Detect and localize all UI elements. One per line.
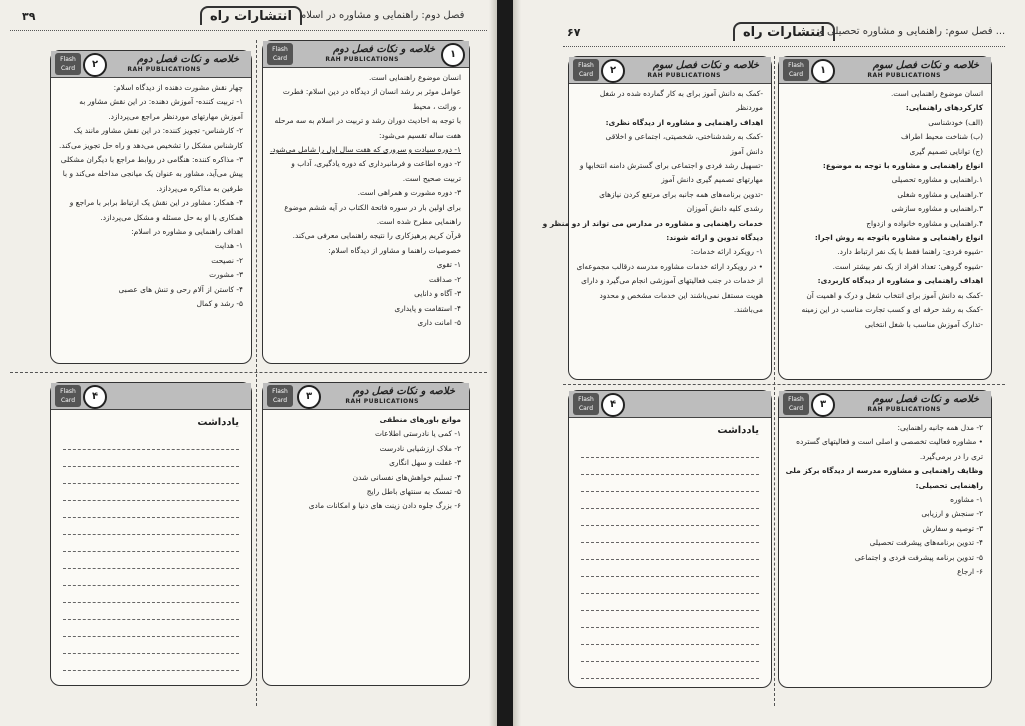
card-line: طرفین به مذاکره می‌پردازد. [156,183,243,193]
card-line: موردنظر [736,103,763,113]
card-line: وظایف راهنمایی و مشاوره مدرسه از دیدگاه برکز ملی [785,466,983,476]
card-line: ۲- نصیحت [211,255,243,265]
card-line: ۱- مشاوره [950,495,983,505]
card-line: -کمک به دانش آموز برای به کار گمارده شده در شغل [599,89,763,98]
card-publications: RAH PUBLICATIONS [867,72,941,79]
card-title-bar [569,57,771,84]
card-line: رشدی کلیه دانش آموزان [686,204,763,214]
card-line: عوامل موثر بر رشد انسان از دیدگاه در دین اسلام: فطرت [282,87,461,97]
card-line: ۱- تربیت کننده- آموزش دهنده: در این نقش مشاور به [79,97,243,107]
card-line: ۵- تدوین برنامه پیشرفت فردی و اجتماعی [854,552,983,562]
card-line: • در رویکرد ارائه خدمات مشاوره مدرسه درقالب مجموعه‌ای [576,261,763,271]
card-number-badge: ۴ [601,393,625,417]
card-line: برای اولین بار در سوره فاتحة الکتاب در آیه ششم موضوع [284,202,461,212]
card-line: موانع باورهای منطقی [379,415,461,424]
flash-card-tag: Flash Card [783,59,809,81]
card-line: قرآن کریم پرهیزکاری را نتیجه راهنمایی معرفی می‌کند. [292,231,461,241]
card-line: ۱- هدایت [214,241,243,251]
card-body [271,413,461,679]
card-line: انواع راهنمایی و مشاوره باتوجه به روش اجرا: [814,233,983,243]
flash-card-tag: Flash Card [573,393,599,415]
card-line: ۴- تسلیم خواهش‌های نفسانی شدن [352,472,461,482]
left-page [0,0,497,726]
flash-card-tag: Flash Card [573,59,599,81]
card-line: ۶- بزرگ جلوه دادن زینت های دنیا و امکانات مادی [308,501,461,511]
card-line: • مشاوره فعالیت تخصصی و اصلی است و فعالیتهای گسترده [796,437,983,447]
card-cut-line [10,372,487,373]
card-line: چهار نقش مشورت دهنده از دیدگاه اسلام: [113,83,243,92]
flash-card-1 [778,56,992,380]
card-publications: RAH PUBLICATIONS [127,66,201,73]
flash-card-2 [542,56,772,380]
card-title: خلاصه و نکات فصل دوم [136,54,239,65]
card-line: ۳- دوره مشورت و همراهی است. [357,188,461,198]
flash-card-4 [568,390,772,688]
header-rule [10,30,487,31]
card-line: انسان موضوع راهنمایی است. [368,73,461,82]
notes-label: یادداشت [717,425,759,436]
card-line: -کمک به رشدشناختی، شخصیتی، اجتماعی و اخلاقی [605,132,763,142]
card-line: ۲- کارشناس- تجویز کننده: در این نقش مشاور مانند یک [73,126,243,136]
card-cut-line [774,56,775,706]
card-line: اهداف راهنمایی و مشاوره از دیدگاه نظری: [605,117,763,127]
card-line: (الف) خودشناسی [928,117,983,127]
page-number: ۳۹ [22,10,36,23]
card-line: همکاری با او به حل مسئله و مشکل می‌پردازد. [100,212,243,222]
card-line: راهنمایی تحصیلی: [915,480,983,490]
flash-card-3 [778,390,992,688]
card-body [787,421,983,681]
card-line: (ج) توانایی تصمیم گیری [909,146,983,156]
card-line: پیش می‌آید، مشاور به عنوان یک میانجی مداخله می‌کند و با [62,169,243,179]
card-line: ۱.راهنمایی و مشاوره تحصیلی [891,175,983,185]
card-number-badge: ۳ [811,393,835,417]
card-line: ۳- غفلت و سهل انگاری [389,458,461,468]
flash-card-2 [50,50,252,364]
card-title: خلاصه و نکات فصل دوم [332,44,435,55]
card-line: ۳.راهنمایی و مشاوره سازشی [891,204,983,214]
card-publications: RAH PUBLICATIONS [647,72,721,79]
flash-card-tag: Flash Card [267,43,293,65]
card-line: -کمک به دانش آموز برای انتخاب شغل و درک و اهمیت آن [806,290,983,300]
card-number-badge: ۲ [601,59,625,83]
card-title-bar [569,391,771,418]
card-line: خدمات راهنمایی و مشاوره در مدارس می تواند از دو منظر و [542,218,763,228]
card-line: ۳- مذاکره کننده: هنگامی در روابط مراجع با دیگران مشکلی [60,155,243,165]
chapter-title: فصل دوم: راهنمایی و مشاوره در اسلام [300,10,465,21]
card-title-bar [51,51,251,78]
card-title-bar [779,57,991,84]
card-line: (ب) شناخت محیط اطراف [901,132,983,142]
card-line: ۶- ارجاع [957,567,983,577]
card-line: ۱- دوره سیادت و سروری که هفت سال اول را شامل می‌شود. [269,145,461,155]
publisher-logo: انتشارات راه [200,6,302,25]
flash-card-tag: Flash Card [783,393,809,415]
card-line: مهارتهای تصمیم گیری دانش آموز [661,175,763,185]
card-line: اهداف راهنمایی و مشاوره در اسلام: [131,227,243,237]
card-line: -تسهیل رشد فردی و اجتماعی برای گسترش دامنه انتخابها و [579,161,763,171]
card-publications: RAH PUBLICATIONS [345,398,419,405]
page-edge-shadow [489,0,497,726]
card-line: -شیوه فردی: راهنما فقط با یک نفر ارتباط دارد. [837,247,983,257]
card-line: -تدارک آموزش مناسب با شغل انتخابی [864,319,983,329]
card-line: ۵- امانت داری [417,317,461,327]
card-number-badge: ۱ [811,59,835,83]
card-line: راهنمایی مطرح شده است. [376,217,461,227]
publisher-logo: انتشارات راه [733,22,835,41]
card-line: آموزش مهارتهای موردنظر مراجع می‌پردازد. [108,111,243,121]
card-title: خلاصه و نکات فصل سوم [652,60,759,71]
card-line: -شیوه گروهی: تعداد افراد از یک نفر بیشتر است. [832,261,983,271]
card-line: ۴- استقامت و پایداری [394,303,461,313]
card-line: تربیت صحیح است. [402,173,461,183]
card-line: ۲- ملاک ارزشیابی نادرست [379,443,461,453]
card-number-badge: ۱ [441,43,465,67]
card-title: خلاصه و نکات فصل سوم [872,394,979,405]
card-line: -تدوین برنامه‌های همه جانبه برای مرتفع کردن نیازهای [599,189,763,199]
flash-card-tag: Flash Card [267,385,293,407]
card-body [59,81,243,357]
card-line: دیدگاه تدوین و ارائه شوند: [666,233,763,243]
card-title-bar [263,41,469,68]
card-line: ۴- کاستن از آلام رحی و تنش های عصبی [118,284,243,294]
card-publications: RAH PUBLICATIONS [867,406,941,413]
card-line: خصوصیات راهنما و مشاور از دیدگاه اسلام: [328,245,461,255]
flash-card-3 [262,382,470,686]
page-number: ۶۷ [567,26,581,39]
card-line: ۱- کمی یا نادرستی اطلاعات [374,429,461,439]
card-number-badge: ۳ [297,385,321,409]
card-line: اهداف راهنمایی و مشاوره از دیدگاه کاربردی: [817,276,983,286]
right-page [513,0,1025,726]
card-line: کارکردهای راهنمایی: [905,103,983,113]
flash-card-1 [262,40,470,364]
card-title-bar [779,391,991,418]
notes-label: یادداشت [197,417,239,428]
card-line: ۴- تدوین برنامه‌های پیشرفت تحصیلی [869,538,983,548]
card-line: کارشناس مشکل را تشخیص می‌دهد و راه حل تجویز می‌کند. [58,140,243,150]
card-number-badge: ۲ [83,53,107,77]
card-cut-line [563,384,1005,385]
card-line: -کمک به رشد حرفه ای و کسب تجارت مناسب در این زمینه [801,305,983,315]
card-body [542,87,763,373]
card-line: ۵- رشد و کمال [196,299,243,309]
notes-lines [63,433,239,671]
card-publications: RAH PUBLICATIONS [325,56,399,63]
card-title: خلاصه و نکات فصل دوم [352,386,455,397]
card-line: ۲.راهنمایی و مشاوره شغلی [897,189,983,199]
page-edge-shadow [513,0,521,726]
card-line: انسان موضوع راهنمایی است. [890,89,983,98]
card-cut-line [256,40,257,706]
card-line: ۳- مشورت [209,270,243,280]
card-title-bar [263,383,469,410]
card-line: از خدمات در جنب فعالیتهای آموزشی انجام می‌گیرد و دارای [581,276,763,286]
card-line: ، وراثت ، محیط [412,101,461,111]
card-body [271,71,461,357]
card-line: ۵- تمسک به سنتهای باطل رایج [366,487,461,497]
header-rule [563,46,1005,47]
card-line: ۳- توصیه و سفارش [922,523,983,533]
flash-card-tag: Flash Card [55,53,81,75]
card-line: تری را در برمی‌گیرد. [919,451,983,461]
flash-card-4 [50,382,252,686]
flash-card-tag: Flash Card [55,385,81,407]
card-body [787,87,983,373]
notes-lines [581,441,759,679]
card-line: دانش آموز [730,146,763,156]
card-line: ۱- رویکرد ارائه خدمات: [690,247,763,257]
card-line: هفت ساله تقسیم می‌شود: [378,130,461,140]
card-number-badge: ۴ [83,385,107,409]
card-line: ۲- سنجش و ارزیابی [921,509,983,519]
card-title: خلاصه و نکات فصل سوم [872,60,979,71]
card-line: با توجه به احادیث دوران رشد و تربیت در اسلام به سه مرحله [274,116,461,126]
card-line: می‌باشند. [733,305,763,315]
card-line: ۴.راهنمایی و مشاوره خانواده و ازدواج [866,218,983,228]
card-line: ۲- صداقت [429,274,461,284]
card-line: انواع راهنمایی و مشاوره با توجه به موضوع: [822,161,983,171]
card-line: ۴- همکار: مشاور در این نقش یک ارتباط برابر با مراجع و [69,198,243,208]
card-line: ۳- آگاه و دانایی [414,289,461,299]
card-line: ۱- تقوی [436,260,461,270]
card-line: ۲- دوره اطاعت و فرمانبرداری که دوره یادگیری، آداب و [291,159,461,169]
card-line: ۲- مدل همه جانبه راهنمایی: [897,423,983,432]
card-line: هویت مستقل نمی‌باشند این خدمات مشخص و محدود [599,290,763,300]
chapter-title: فصل سوم: راهنمایی و مشاوره تحصیلی و ... [819,26,1006,37]
card-title-bar [51,383,251,410]
